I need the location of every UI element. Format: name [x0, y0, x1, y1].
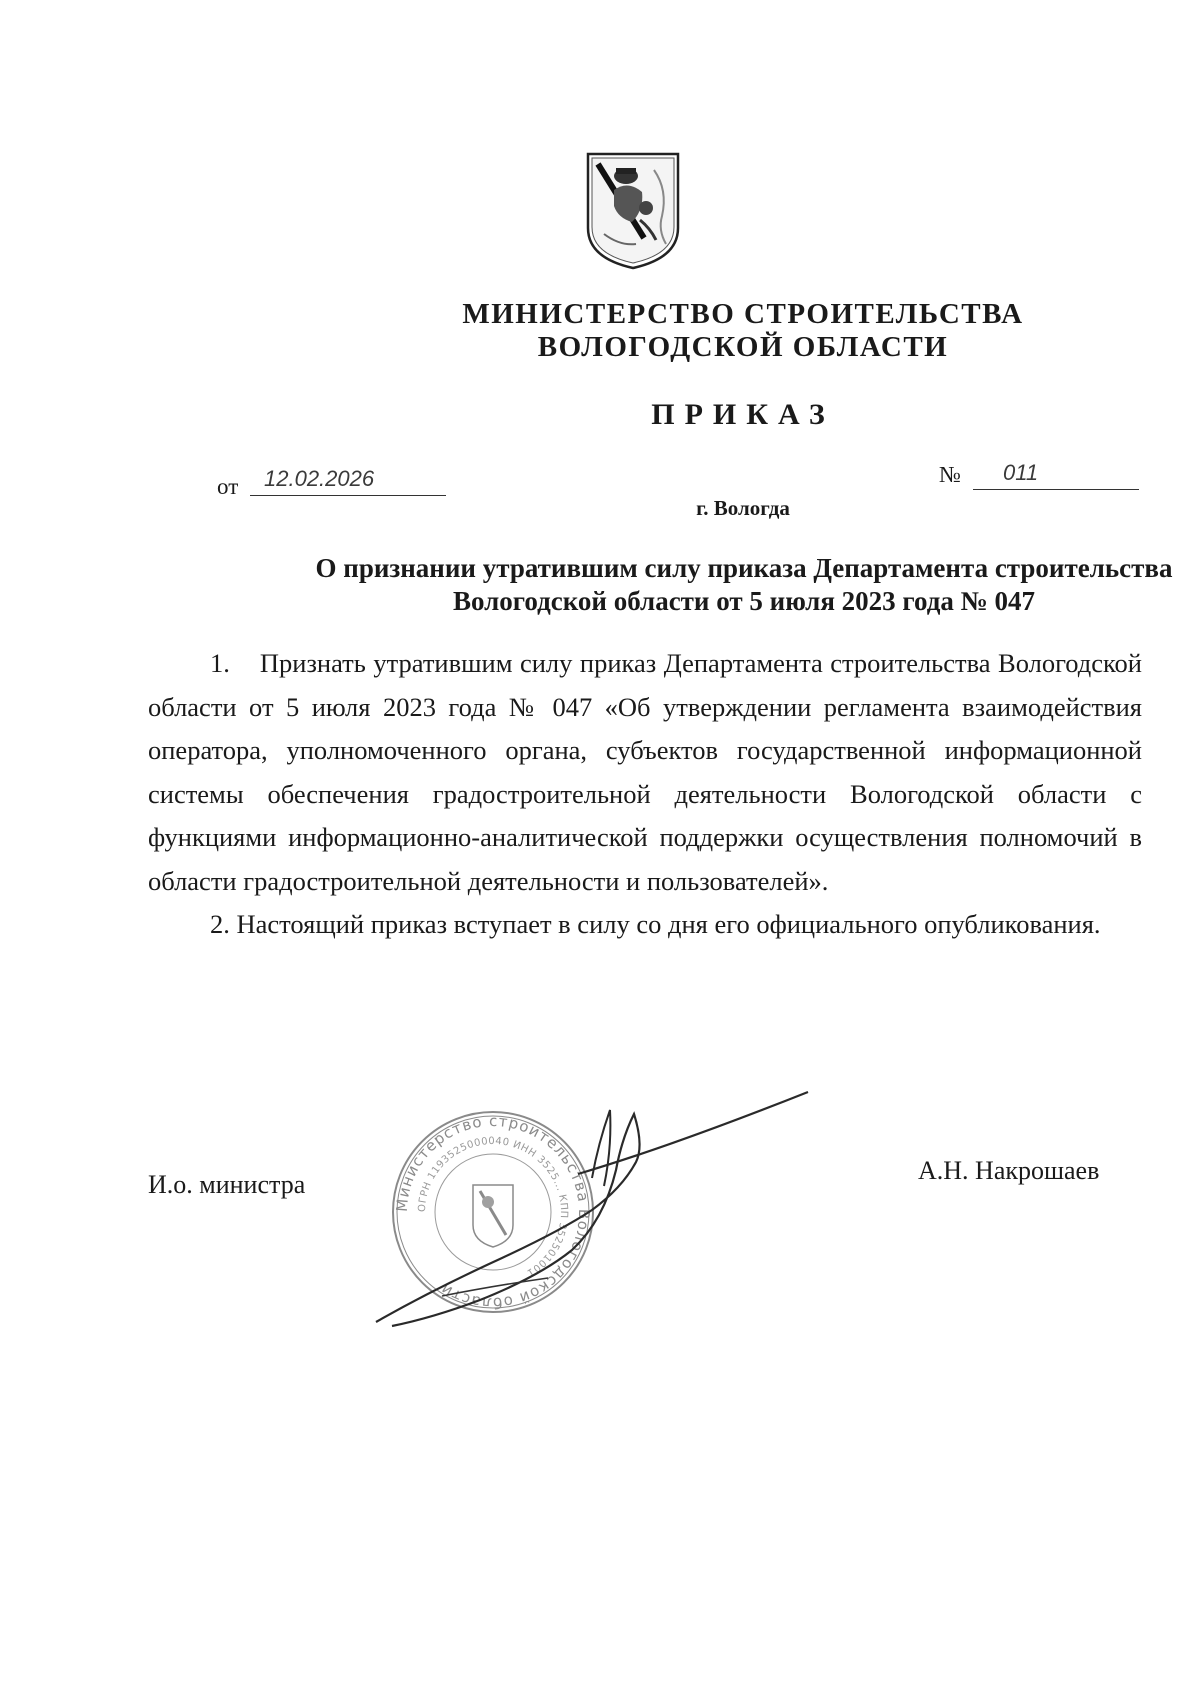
date-prefix-label: от: [217, 474, 239, 499]
city-label: г. Вологда: [696, 496, 790, 520]
subject-line2: Вологодской области от 5 июля 2023 года № 047: [452, 586, 1036, 616]
ministry-name-line2: ВОЛОГОДСКОЙ ОБЛАСТИ: [537, 331, 949, 363]
signatory-name: А.Н. Накрошаев: [918, 1156, 1100, 1185]
body-paragraph-2: 2. Настоящий приказ вступает в силу со дня его официального опубликования.: [210, 909, 1101, 939]
document-type-title: ПРИКАЗ: [651, 398, 835, 431]
handwritten-order-number: 011: [973, 460, 1139, 490]
signatory-position: И.о. министра: [148, 1170, 306, 1199]
document-body: [148, 642, 1142, 947]
handwritten-signature: [372, 1090, 812, 1340]
seal-inner-text: ОГРН 1193525000040 ИНН 3525... КПП 352501001: [416, 1135, 570, 1279]
handwritten-date: 12.02.2026: [250, 466, 446, 496]
coat-of-arms-emblem: [584, 150, 682, 272]
subject-line1: О признании утратившим силу приказа Департамента строительства: [315, 553, 1173, 583]
seal-outer-text: Министерство строительства Вологодской области: [392, 1111, 594, 1313]
number-sign-label: №: [939, 462, 961, 487]
ministry-name-line1: МИНИСТЕРСТВО СТРОИТЕЛЬСТВА: [462, 298, 1024, 330]
body-paragraph-1: 1. Признать утратившим силу приказ Департамента строительства Вологодской области от 5 июля 2023 года № 047 «Об утверждении регламента взаимодействия оператора, уполномоченного органа, субъектов государственной информационной системы обеспечения градостроительной деятельности Вологодской области с функциями информационно-аналитической поддержки осуществления полномочий в области градостроительной деятельности и пользователей».: [148, 648, 1142, 896]
